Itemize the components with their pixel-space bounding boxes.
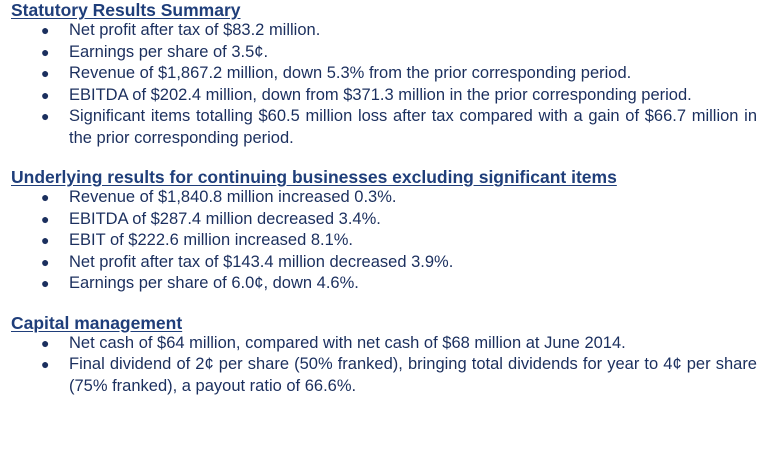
- underlying-results-section: [11, 167, 757, 295]
- list-item: [11, 273, 757, 295]
- list-item: [11, 63, 757, 85]
- list-item: [11, 20, 757, 42]
- bullet-icon: ●: [41, 253, 50, 270]
- bullet-icon: ●: [41, 334, 50, 351]
- list-item: [11, 354, 757, 397]
- bullet-icon: ●: [41, 108, 50, 124]
- list-item-text: Revenue of $1,867.2 million, down 5.3% from the prior corresponding period.: [69, 64, 632, 82]
- list-item-text: Revenue of $1,840.8 million increased 0.3%.: [69, 188, 397, 206]
- bullet-icon: ●: [41, 43, 50, 60]
- list-item-text: Net cash of $64 million, compared with net cash of $68 million at June 2014.: [69, 333, 626, 352]
- bullet-icon: ●: [41, 22, 50, 38]
- list-item: [11, 42, 757, 64]
- capital-management-section: [11, 313, 757, 398]
- list-item-text: Net profit after tax of $83.2 million.: [69, 21, 321, 39]
- list-item: [11, 187, 757, 209]
- list-item-text: Significant items totalling $60.5 million loss after tax compared with a gain of $66.7 million in the prior corresponding period.: [69, 107, 757, 147]
- section-heading: Statutory Results Summary: [11, 0, 241, 20]
- list-item-text: EBITDA of $287.4 million decreased 3.4%.: [69, 209, 381, 228]
- list-item-text: Final dividend of 2¢ per share (50% franked), bringing total dividends for year to 4¢ per share (75% franked), a payout ratio of 66.6%.: [69, 355, 757, 395]
- list-item: [11, 333, 757, 355]
- list-item-text: Earnings per share of 3.5¢.: [69, 42, 269, 61]
- list-item: [11, 252, 757, 274]
- bullet-icon: ●: [41, 189, 50, 205]
- list-item: [11, 209, 757, 231]
- statutory-results-section: [11, 0, 757, 149]
- list-item-text: EBITDA of $202.4 million, down from $371.3 million in the prior corresponding period.: [69, 85, 692, 104]
- list-item-text: Net profit after tax of $143.4 million decreased 3.9%.: [69, 252, 454, 271]
- list-item: [11, 230, 757, 252]
- list-item-text: Earnings per share of 6.0¢, down 4.6%.: [69, 274, 359, 292]
- list-item: [11, 106, 757, 149]
- section-heading: Underlying results for continuing businesses excluding significant items: [11, 167, 617, 187]
- list-item-text: EBIT of $222.6 million increased 8.1%.: [69, 231, 354, 249]
- bullet-icon: ●: [41, 232, 50, 248]
- bullet-icon: ●: [41, 356, 50, 372]
- list-item: [11, 85, 757, 107]
- bullet-list: [11, 333, 757, 398]
- bullet-list: [11, 20, 757, 149]
- bullet-list: [11, 187, 757, 295]
- bullet-icon: ●: [41, 86, 50, 103]
- bullet-icon: ●: [41, 275, 50, 291]
- bullet-icon: ●: [41, 65, 50, 81]
- bullet-icon: ●: [41, 210, 50, 227]
- section-heading: Capital management: [11, 312, 183, 333]
